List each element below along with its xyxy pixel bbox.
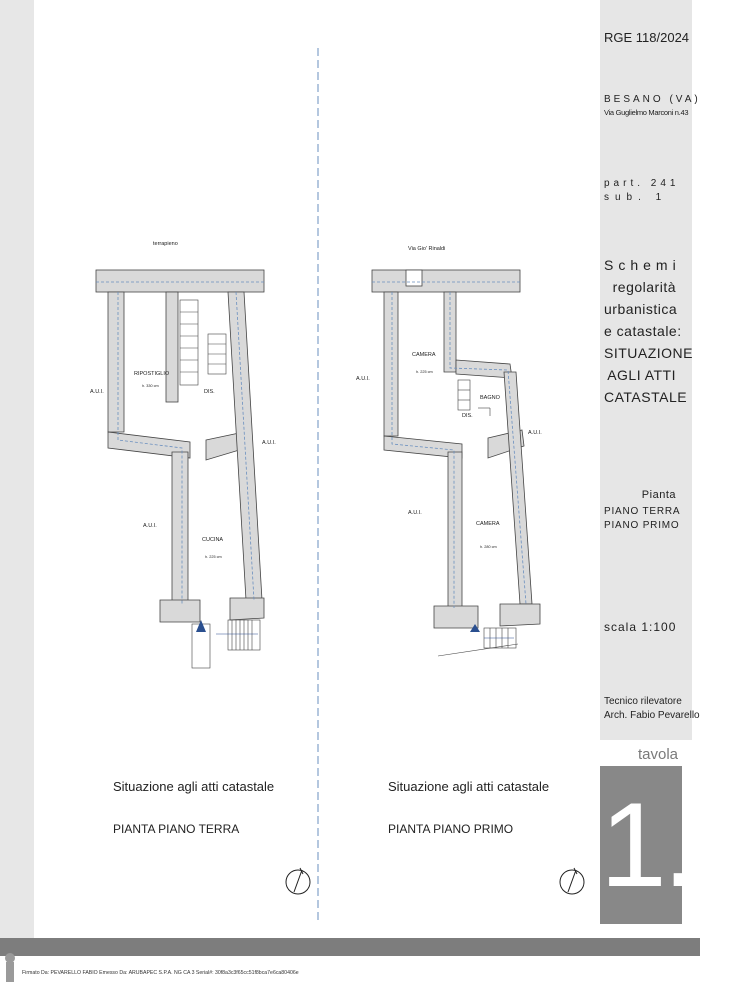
entrance-ground <box>192 620 260 668</box>
technician-name: Arch. Fabio Pevarello <box>604 710 700 721</box>
room-bagno: BAGNO <box>480 395 500 401</box>
tavola-label: tavola <box>637 746 678 763</box>
left-wall-upper <box>108 292 124 432</box>
neighbor-right-3: A.U.I. <box>408 510 422 516</box>
room-camera-1-height: h. 225 cm <box>416 370 433 374</box>
title-line-4: e catastale: <box>604 323 682 339</box>
neighbor-right-1: A.U.I. <box>356 376 370 382</box>
room-camera-2-height: h. 280 cm <box>480 545 497 549</box>
top-opening-r <box>406 270 422 286</box>
room-cucina: CUCINA <box>202 537 224 543</box>
north-arrow-right <box>560 868 584 894</box>
signature-footer: Firmato Da: PEVARELLO FABIO Emesso Da: ARUBAPEC S.P.A. NG CA 3 Serial#: 30f8a3c3f65cc51f8bca7e6ca80406e <box>22 970 299 976</box>
plan-label: Pianta <box>641 489 676 501</box>
bottom-wall-left-r <box>434 606 478 628</box>
tavola-number: 1.1 <box>600 778 755 912</box>
room-camera-2: CAMERA <box>476 521 500 527</box>
inner-partition <box>166 292 178 402</box>
top-wall-r <box>372 270 520 292</box>
title-line-7: CATASTALE <box>604 389 688 405</box>
title-line-3: urbanistica <box>604 301 678 317</box>
sub-number: sub. 1 <box>604 192 668 203</box>
north-arrow-left <box>286 868 310 894</box>
caption-right-2: PIANTA PIANO PRIMO <box>388 822 514 836</box>
room-ripostiglio-height: h. 330 cm <box>142 384 159 388</box>
technician-role: Tecnico rilevatore <box>604 696 682 707</box>
part-number: part. 241 <box>604 178 680 189</box>
neighbor-left-1: A.U.I. <box>90 389 104 395</box>
title-line-5: SITUAZIONE <box>604 345 694 361</box>
right-top-label: Via Gio' Rinaldi <box>408 246 446 252</box>
room-cucina-height: h. 225 cm <box>205 555 222 559</box>
title-line-2: regolarità <box>612 279 676 295</box>
bottom-wall-right-r <box>500 604 540 626</box>
neighbor-left-2: A.U.I. <box>262 440 276 446</box>
signature-stamp-icon <box>5 953 15 982</box>
left-wall-upper-r <box>384 292 398 436</box>
room-ripostiglio: RIPOSTIGLIO <box>134 371 170 377</box>
room-camera-1: CAMERA <box>412 352 436 358</box>
bottom-wall-left <box>160 600 200 622</box>
title-line-1: Schemi <box>604 257 681 273</box>
left-wall-lower <box>172 452 188 610</box>
stairs-ground <box>180 300 226 385</box>
scale: scala 1:100 <box>604 620 677 634</box>
top-wall <box>96 270 264 292</box>
bottom-wall-right <box>230 598 264 620</box>
title-line-6: AGLI ATTI <box>607 367 676 383</box>
left-top-label: terrapieno <box>153 241 178 247</box>
location: BESANO (VA) <box>604 94 701 105</box>
plan-first-floor <box>372 270 540 628</box>
caption-left-1: Situazione agli atti catastale <box>113 779 275 794</box>
neighbor-left-3: A.U.I. <box>143 523 157 529</box>
floor-1: PIANO TERRA <box>604 506 681 517</box>
floor-2: PIANO PRIMO <box>604 520 680 531</box>
room-dis-right: DIS. <box>462 413 473 419</box>
rge-code: RGE 118/2024 <box>604 30 690 45</box>
neighbor-right-2: A.U.I. <box>528 430 542 436</box>
left-wall-lower-r <box>448 452 462 612</box>
entrance-first <box>438 624 518 656</box>
caption-right-1: Situazione agli atti catastale <box>388 779 550 794</box>
address: Via Guglielmo Marconi n.43 <box>604 108 689 117</box>
right-wall-r <box>504 372 532 604</box>
room-dis-left: DIS. <box>204 389 215 395</box>
caption-left-2: PIANTA PIANO TERRA <box>113 822 240 836</box>
